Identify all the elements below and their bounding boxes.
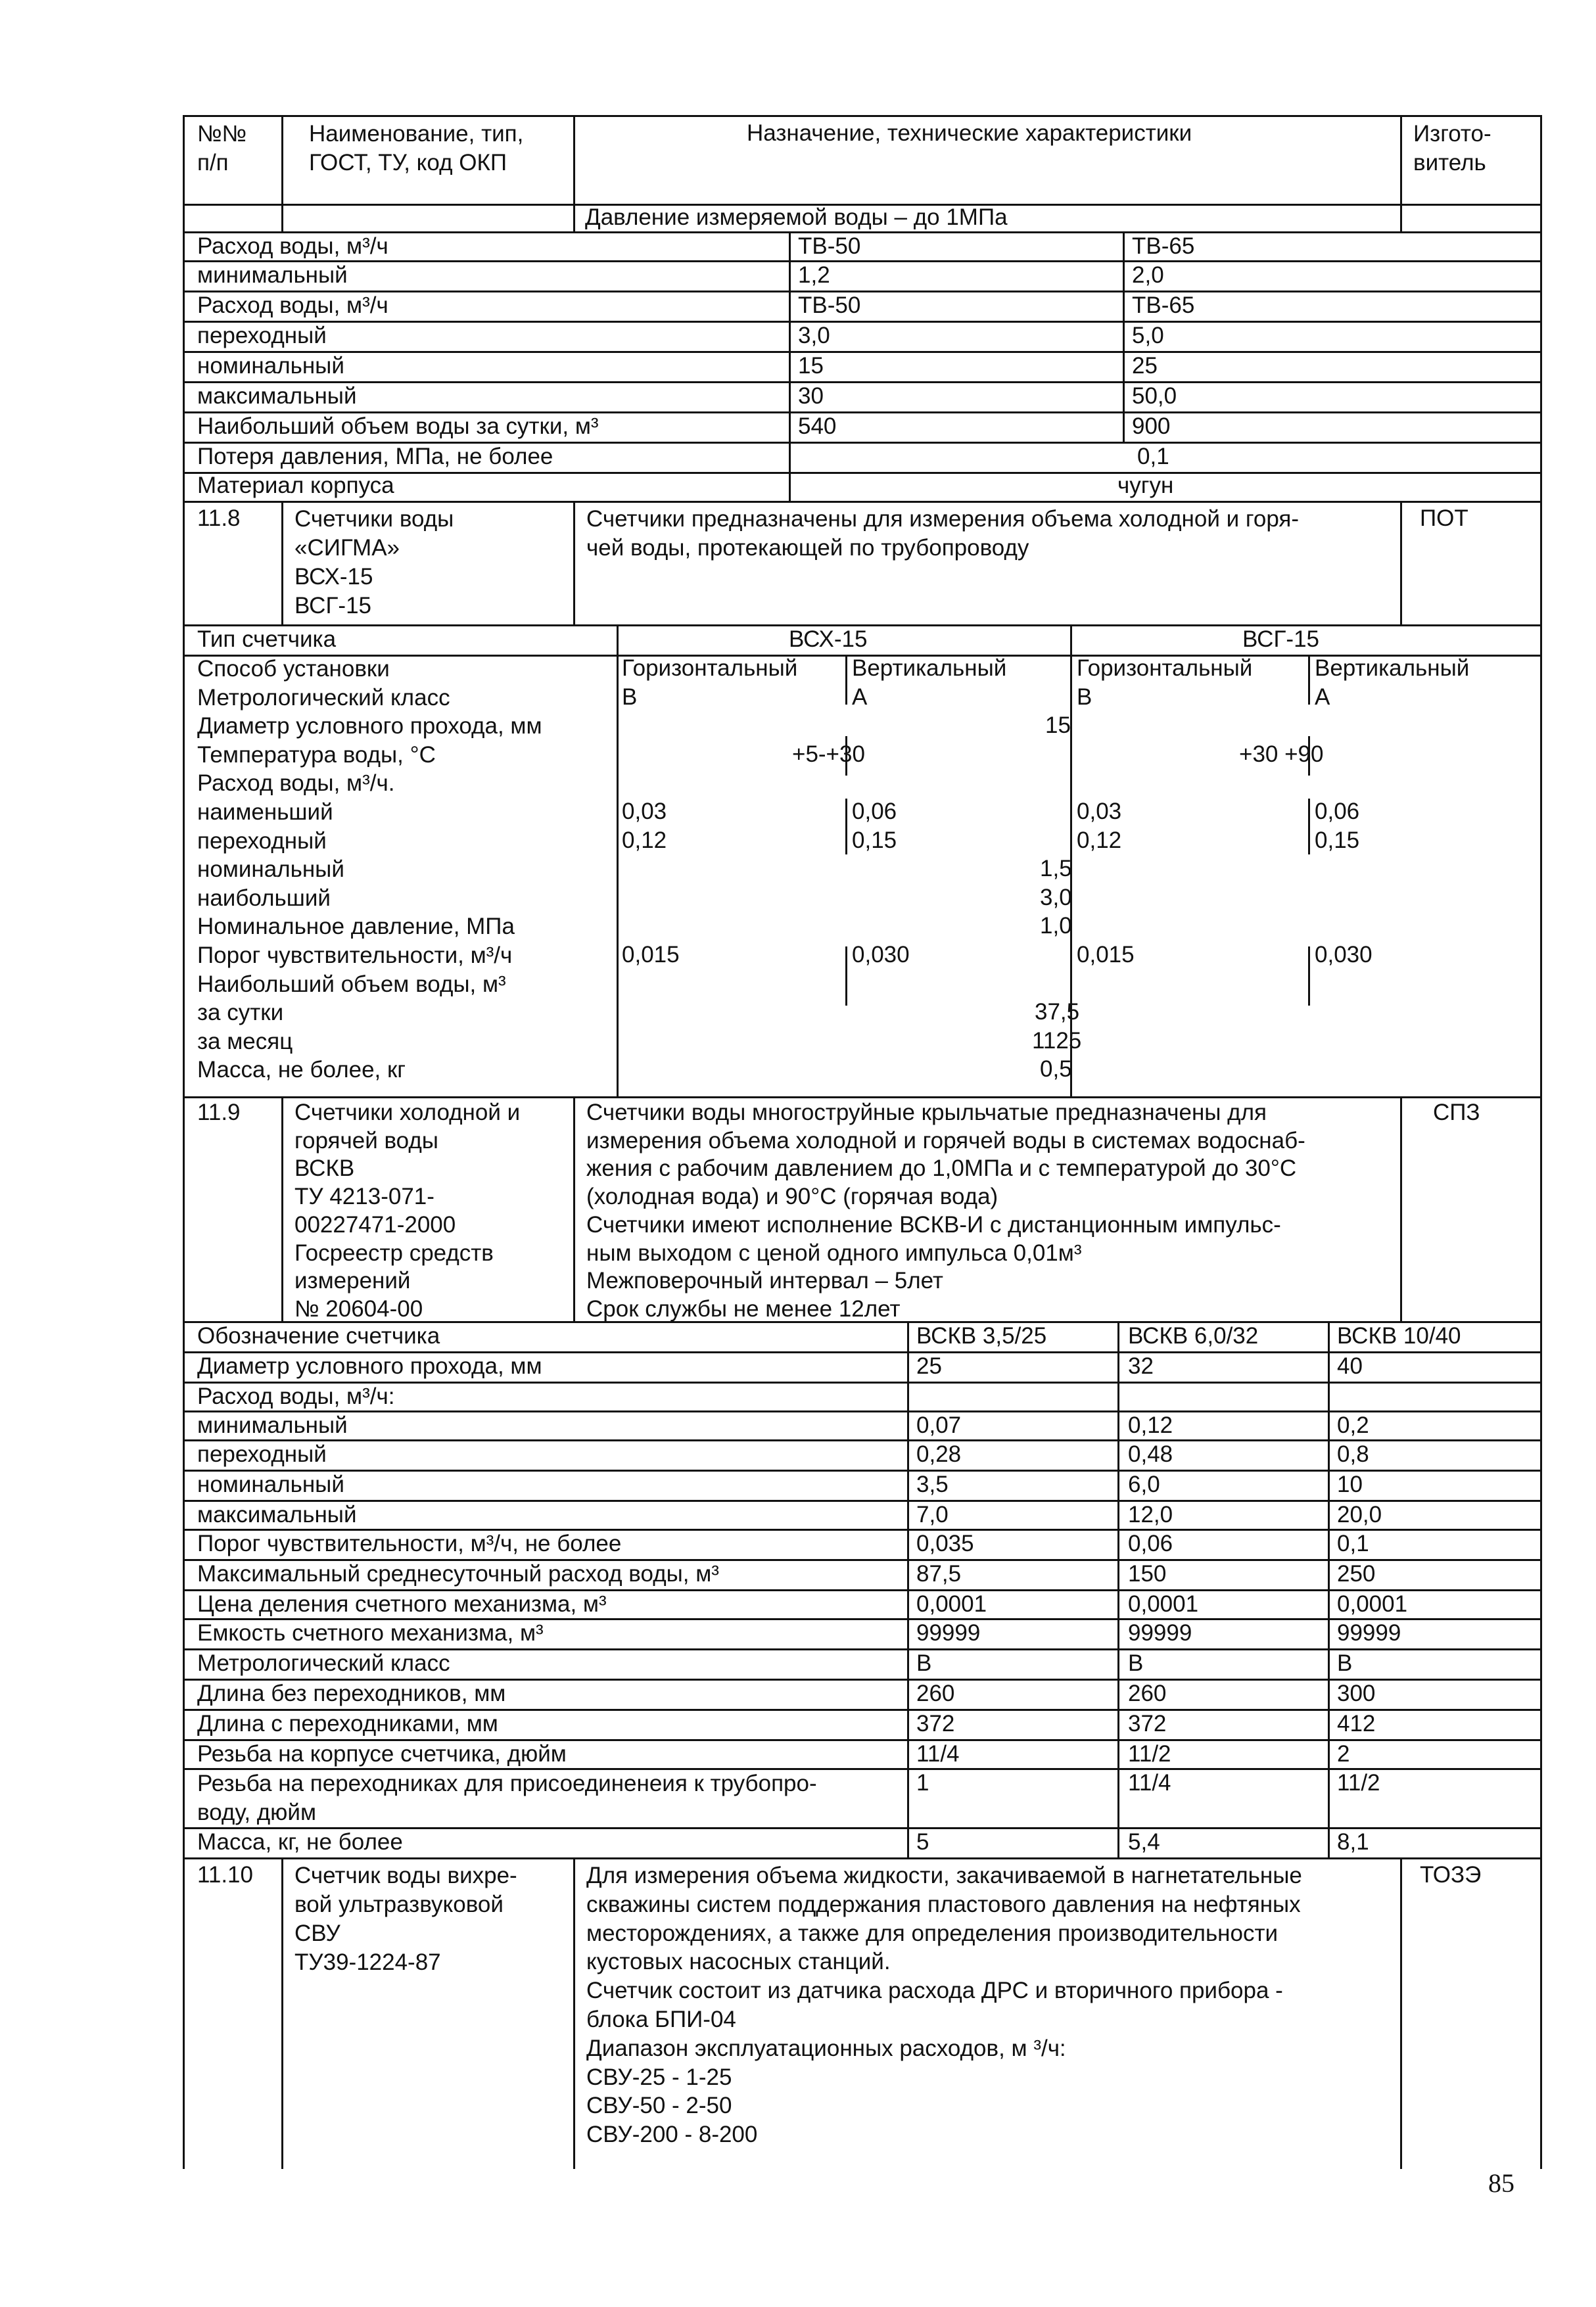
sensitivity-threshold: 0,015 bbox=[622, 942, 680, 967]
sec1-value-tv65: 900 bbox=[1132, 413, 1171, 439]
vskv-value: 372 bbox=[916, 1711, 955, 1736]
temp-vsh: +5-+30 bbox=[792, 741, 865, 767]
vline bbox=[1400, 115, 1402, 231]
vskv-row-label: Емкость счетного механизма, м³ bbox=[197, 1620, 544, 1646]
item-118-name: Счетчики воды «СИГМА» ВСХ-15 ВСГ-15 bbox=[294, 506, 454, 618]
vline bbox=[281, 115, 283, 231]
vline bbox=[281, 501, 283, 624]
sec1-label: Наибольший объем воды за сутки, м³ bbox=[197, 413, 599, 439]
vline bbox=[1400, 1857, 1402, 2169]
hline bbox=[183, 381, 1540, 383]
vline bbox=[907, 1321, 909, 1857]
vskv-value: ВСКВ 6,0/32 bbox=[1128, 1323, 1259, 1349]
type-vsh: ВСХ-15 bbox=[789, 626, 868, 652]
sec1-value-tv65: 50,0 bbox=[1132, 383, 1177, 409]
header-maker: Изгото- витель bbox=[1413, 121, 1491, 175]
sec1-label: Расход воды, м³/ч bbox=[197, 233, 388, 259]
vskv-value: В bbox=[916, 1650, 932, 1676]
vskv-value: 0,035 bbox=[916, 1531, 974, 1556]
pressure-note: Давление измеряемой воды – до 1МПа bbox=[585, 204, 1008, 230]
item-119-number: 11.9 bbox=[197, 1100, 241, 1125]
vskv-row-label: максимальный bbox=[197, 1502, 357, 1527]
vskv-value: 7,0 bbox=[916, 1502, 949, 1527]
vskv-mass-value: 5,4 bbox=[1128, 1829, 1160, 1855]
flow-min: 0,03 bbox=[622, 799, 667, 824]
sec1-label: минимальный bbox=[197, 262, 348, 288]
vline bbox=[845, 655, 847, 705]
vskv-value: 150 bbox=[1128, 1561, 1167, 1587]
flow-transitional: 0,12 bbox=[1077, 827, 1122, 853]
sec1-value-tv65: ТВ-65 bbox=[1132, 292, 1195, 318]
vline bbox=[1400, 501, 1402, 624]
vskv-value: 99999 bbox=[916, 1620, 981, 1646]
item-118-number: 11.8 bbox=[197, 505, 241, 531]
vline bbox=[617, 624, 619, 1096]
loss-label: Потеря давления, МПа, не более bbox=[197, 444, 553, 469]
vskv-row-label: номинальный bbox=[197, 1472, 344, 1497]
vskv-row-label: Обозначение счетчика bbox=[197, 1323, 440, 1349]
sec1-value-tv50: ТВ-50 bbox=[798, 292, 861, 318]
vskv-value: 0,2 bbox=[1337, 1412, 1369, 1438]
vline bbox=[573, 115, 575, 231]
hline bbox=[183, 1857, 1540, 1859]
thread-adapter-value: 11/2 bbox=[1337, 1770, 1380, 1796]
vskv-value: 250 bbox=[1337, 1561, 1376, 1587]
item-118-labels: Способ установки Метрологический класс Диаметр условного прохода, мм Температура воды, °С Расход воды, м³/ч. наименьший переходный номинальный наибольший Номинальное давление, МПа Порог чувствительности, м³/ч Наибольший объем воды, м³ за сутки за месяц Масса, не более, кг bbox=[197, 656, 542, 1083]
vline bbox=[1308, 799, 1310, 854]
flow-transitional: 0,12 bbox=[622, 827, 667, 853]
volume-day: 37,5 bbox=[1035, 999, 1080, 1025]
vskv-row-label: Диаметр условного прохода, мм bbox=[197, 1353, 542, 1379]
item-118-description: Счетчики предназначены для измерения объема холодной и горя- чей воды, протекающей по трубопроводу bbox=[586, 506, 1300, 561]
flow-nominal: 1,5 bbox=[1040, 856, 1072, 882]
vskv-value: 25 bbox=[916, 1353, 942, 1379]
vline bbox=[1540, 115, 1542, 2169]
vskv-value: 99999 bbox=[1337, 1620, 1401, 1646]
temp-vsg: +30 +90 bbox=[1239, 741, 1324, 767]
vline bbox=[573, 501, 575, 624]
header-number: №№ п/п bbox=[197, 121, 247, 175]
sensitivity-threshold: 0,030 bbox=[852, 942, 910, 967]
metrology-class: В bbox=[622, 684, 638, 710]
vline bbox=[281, 1096, 283, 1321]
vskv-value: 6,0 bbox=[1128, 1472, 1160, 1497]
item-119-name: Счетчики холодной и горячей воды ВСКВ ТУ 4213-071- 00227471-2000 Госреестр средств измерений № 20604-00 bbox=[294, 1100, 521, 1322]
item-1110-description: Для измерения объема жидкости, закачиваемой в нагнетательные скважины систем поддержания пластового давления на нефтяных месторождениях, а также для определения производительности кустовых насосных станций. Счетчик состоит из датчика расхода ДРС и вторичного прибора - блока БПИ-04 Диапазон эксплуатационных расходов, м ³/ч: СВУ-25 - 1-25 СВУ-50 - 2-50 СВУ-200 - 8-200 bbox=[586, 1863, 1302, 2148]
vline bbox=[1308, 655, 1310, 705]
sec1-value-tv50: ТВ-50 bbox=[798, 233, 861, 259]
volume-month: 1125 bbox=[1032, 1027, 1082, 1054]
vline bbox=[1328, 1321, 1330, 1857]
metrology-class: В bbox=[1077, 684, 1092, 710]
hline bbox=[183, 260, 1540, 262]
sec1-label: номинальный bbox=[197, 353, 344, 379]
vskv-value: 0,06 bbox=[1128, 1531, 1173, 1556]
sec1-value-tv65: ТВ-65 bbox=[1132, 233, 1195, 259]
vline bbox=[1308, 946, 1310, 1006]
vline bbox=[1400, 1096, 1402, 1321]
install-method: Вертикальный bbox=[1315, 655, 1470, 681]
vskv-value: 20,0 bbox=[1337, 1502, 1382, 1527]
flow-transitional: 0,15 bbox=[1315, 827, 1360, 853]
vskv-value: 32 bbox=[1128, 1353, 1154, 1379]
thread-adapter-label: Резьба на переходниках для присоединенеия к трубопро- воду, дюйм bbox=[197, 1771, 817, 1825]
vskv-value: 10 bbox=[1337, 1472, 1363, 1497]
vskv-value: 372 bbox=[1128, 1711, 1167, 1736]
sec1-value-tv50: 540 bbox=[798, 413, 837, 439]
vskv-value: 0,1 bbox=[1337, 1531, 1369, 1556]
vskv-value: 11/2 bbox=[1128, 1741, 1171, 1767]
vline bbox=[1117, 1321, 1119, 1857]
flow-max: 3,0 bbox=[1040, 884, 1072, 910]
vline bbox=[183, 115, 185, 2169]
vskv-value: ВСКВ 3,5/25 bbox=[916, 1323, 1047, 1349]
sec1-value-tv65: 2,0 bbox=[1132, 262, 1164, 288]
item-1110-maker: ТОЗЭ bbox=[1420, 1862, 1482, 1888]
vskv-value: 11/4 bbox=[916, 1741, 960, 1767]
sec1-label: Расход воды, м³/ч bbox=[197, 292, 388, 318]
sec1-value-tv50: 15 bbox=[798, 353, 824, 379]
nominal-pressure: 1,0 bbox=[1040, 913, 1072, 939]
vskv-value: ВСКВ 10/40 bbox=[1337, 1323, 1461, 1349]
material-label: Материал корпуса bbox=[197, 473, 394, 498]
vskv-value: 87,5 bbox=[916, 1561, 962, 1587]
vskv-value: 0,0001 bbox=[1337, 1591, 1408, 1617]
hline bbox=[183, 351, 1540, 353]
item-119-description: Счетчики воды многоструйные крыльчатые предназначены для измерения объема холодной и горячей воды в системах водоснаб- жения с рабочим давлением до 1,0МПа и с температурой до 30°С (холодная вода) и 90°С (горячая вода) Счетчики имеют исполнение ВСКВ-И с дистанционным импульс- ным выходом с ценой одного импульса 0,01м³ Межповерочный интервал – 5лет Срок службы не менее 12лет bbox=[586, 1100, 1305, 1322]
vskv-value: 12,0 bbox=[1128, 1502, 1173, 1527]
vskv-mass-value: 5 bbox=[916, 1829, 929, 1855]
type-vsg: ВСГ-15 bbox=[1242, 626, 1319, 652]
vline bbox=[789, 231, 791, 501]
item-1110-name: Счетчик воды вихре- вой ультразвуковой СВУ ТУ39-1224-87 bbox=[294, 1863, 517, 1975]
vskv-value: 3,5 bbox=[916, 1472, 949, 1497]
vskv-value: 0,8 bbox=[1337, 1441, 1369, 1467]
vskv-value: 0,07 bbox=[916, 1412, 962, 1438]
metrology-class: А bbox=[852, 684, 868, 710]
flow-min: 0,06 bbox=[1315, 799, 1360, 824]
vskv-mass-label: Масса, кг, не более bbox=[197, 1829, 403, 1855]
sec1-value-tv65: 5,0 bbox=[1132, 323, 1164, 348]
vskv-value: 40 bbox=[1337, 1353, 1363, 1379]
vskv-value: 0,12 bbox=[1128, 1412, 1173, 1438]
sec1-value-tv65: 25 bbox=[1132, 353, 1158, 379]
vline bbox=[1123, 231, 1125, 442]
vskv-value: 2 bbox=[1337, 1741, 1350, 1767]
header-name: Наименование, тип, ГОСТ, ТУ, код ОКП bbox=[309, 121, 524, 175]
install-method: Вертикальный bbox=[852, 655, 1007, 681]
vline bbox=[573, 1096, 575, 1321]
hline bbox=[183, 1096, 1540, 1098]
sec1-label: максимальный bbox=[197, 383, 357, 409]
vskv-value: 0,0001 bbox=[916, 1591, 987, 1617]
vline bbox=[573, 1857, 575, 2169]
vskv-value: 99999 bbox=[1128, 1620, 1192, 1646]
material-value: чугун bbox=[1117, 473, 1174, 498]
sensitivity-threshold: 0,030 bbox=[1315, 942, 1373, 967]
vskv-row-label: Длина без переходников, мм bbox=[197, 1681, 506, 1706]
hline bbox=[183, 501, 1540, 503]
vskv-row-label: Резьба на корпусе счетчика, дюйм bbox=[197, 1741, 567, 1767]
vline bbox=[845, 799, 847, 854]
vskv-value: 412 bbox=[1337, 1711, 1376, 1736]
vskv-value: 260 bbox=[1128, 1681, 1167, 1706]
hline bbox=[183, 321, 1540, 323]
vskv-row-label: Цена деления счетного механизма, м³ bbox=[197, 1591, 607, 1617]
install-method: Горизонтальный bbox=[1077, 655, 1253, 681]
type-label: Тип счетчика bbox=[197, 626, 337, 652]
vskv-row-label: Метрологический класс bbox=[197, 1650, 450, 1676]
vskv-row-label: переходный bbox=[197, 1441, 327, 1467]
metrology-class: А bbox=[1315, 684, 1330, 710]
install-method: Горизонтальный bbox=[622, 655, 798, 681]
loss-value: 0,1 bbox=[1137, 444, 1169, 469]
sensitivity-threshold: 0,015 bbox=[1077, 942, 1135, 967]
thread-adapter-value: 11/4 bbox=[1128, 1770, 1171, 1796]
vskv-value: 0,28 bbox=[916, 1441, 962, 1467]
vskv-row-label: Расход воды, м³/ч: bbox=[197, 1384, 395, 1409]
item-1110-number: 11.10 bbox=[197, 1862, 253, 1888]
header-purpose: Назначение, технические характеристики bbox=[747, 120, 1192, 146]
page-number: 85 bbox=[1488, 2168, 1514, 2198]
vskv-value: 0,0001 bbox=[1128, 1591, 1199, 1617]
flow-transitional: 0,15 bbox=[852, 827, 897, 853]
vskv-row-label: минимальный bbox=[197, 1412, 348, 1438]
hline bbox=[183, 115, 1540, 117]
sec1-value-tv50: 1,2 bbox=[798, 262, 830, 288]
mass-value: 0,5 bbox=[1040, 1056, 1072, 1083]
vskv-value: 260 bbox=[916, 1681, 955, 1706]
flow-min: 0,06 bbox=[852, 799, 897, 824]
vskv-row-label: Максимальный среднесуточный расход воды, м³ bbox=[197, 1561, 719, 1587]
flow-min: 0,03 bbox=[1077, 799, 1122, 824]
sec1-value-tv50: 30 bbox=[798, 383, 824, 409]
thread-adapter-value: 1 bbox=[916, 1770, 929, 1796]
sec1-value-tv50: 3,0 bbox=[798, 323, 830, 348]
diameter-value: 15 bbox=[1045, 712, 1071, 739]
vskv-row-label: Длина с переходниками, мм bbox=[197, 1711, 498, 1736]
vskv-row-label: Порог чувствительности, м³/ч, не более bbox=[197, 1531, 622, 1556]
vskv-value: 0,48 bbox=[1128, 1441, 1173, 1467]
vline bbox=[845, 946, 847, 1006]
vskv-mass-value: 8,1 bbox=[1337, 1829, 1369, 1855]
vskv-value: В bbox=[1337, 1650, 1353, 1676]
vline bbox=[281, 1857, 283, 2169]
sec1-label: переходный bbox=[197, 323, 327, 348]
vskv-value: В bbox=[1128, 1650, 1144, 1676]
item-119-maker: СПЗ bbox=[1433, 1100, 1480, 1125]
item-118-maker: ПОТ bbox=[1420, 505, 1468, 531]
vskv-value: 300 bbox=[1337, 1681, 1376, 1706]
